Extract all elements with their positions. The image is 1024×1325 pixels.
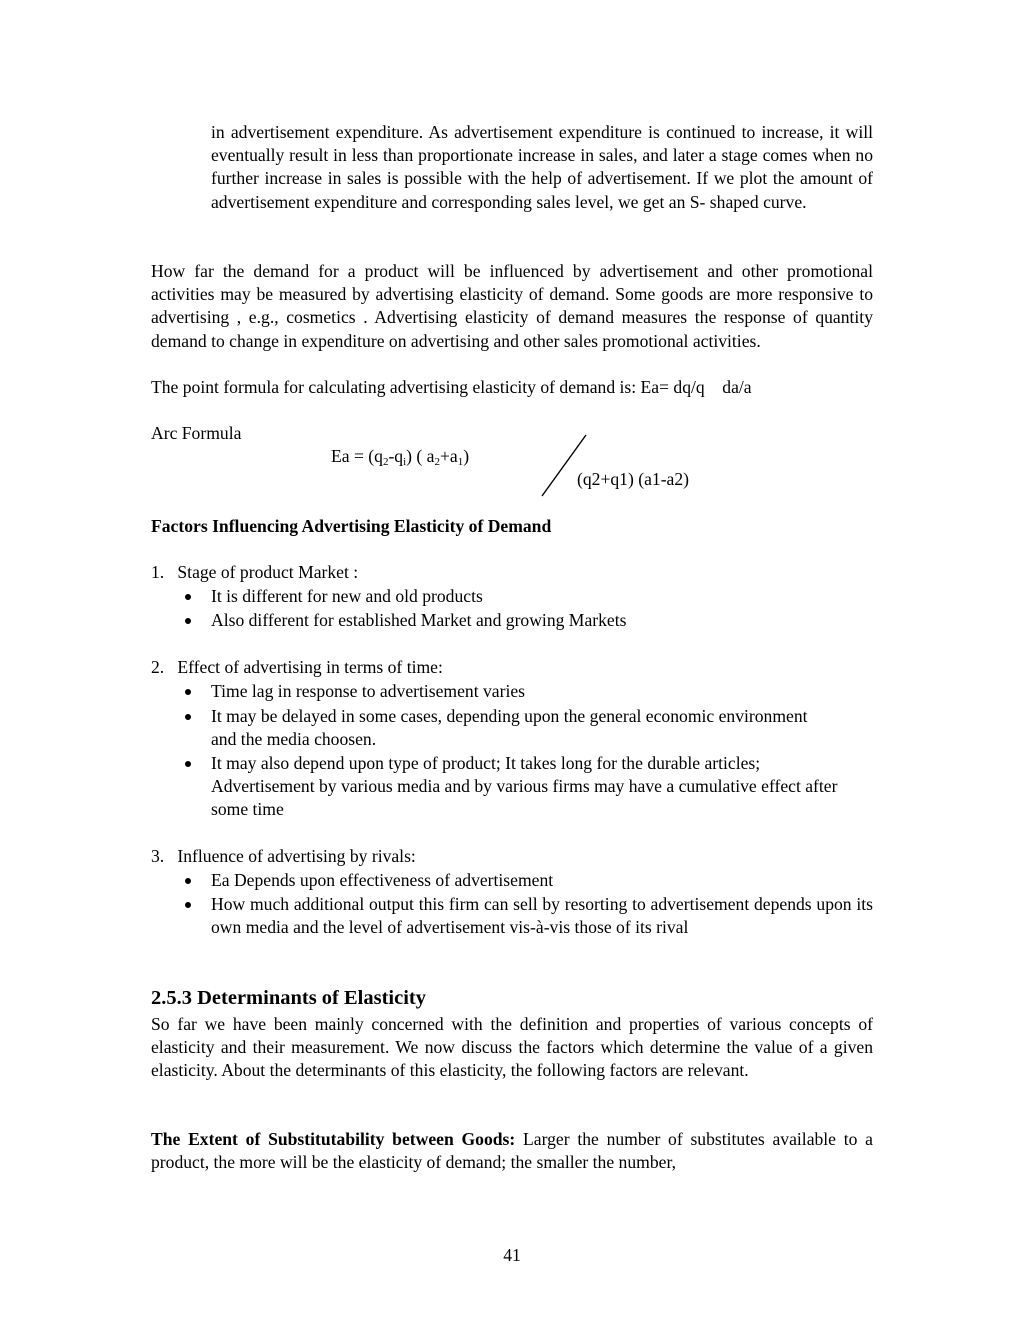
- demand-paragraph: [151, 260, 873, 353]
- bullet-icon: [185, 594, 191, 600]
- substitutability-text: [151, 1128, 873, 1174]
- arc-num-part: -q: [388, 446, 404, 466]
- point-formula-line: The point formula for calculating advertising elasticity of demand is: Ea= dq/q da/a: [151, 377, 752, 397]
- demand-paragraph-text: How far the demand for a product will be influenced by advertisement and other promotional activities may be measured by advertising elasticity of demand. Some goods are more responsive to advertising , e.g., cosmetics . Advertising elasticity of demand measures the response of quantity demand to change in expenditure on advertising and other sales promotional activities.: [151, 261, 873, 351]
- bullet-text: It may be delayed in some cases, depending upon the general economic environment and the media choosen.: [211, 706, 808, 750]
- list-item: [211, 752, 851, 822]
- list-item: [211, 893, 873, 939]
- list-item: [211, 680, 873, 703]
- factor-3-title: 3. Influence of advertising by rivals:: [151, 846, 416, 866]
- section-paragraph: [151, 1013, 873, 1083]
- substitutability-lead: The Extent of Substitutability between Goods:: [151, 1129, 516, 1149]
- bullet-text: Ea Depends upon effectiveness of advertisement: [211, 870, 554, 890]
- bullet-text: Time lag in response to advertisement varies: [211, 681, 526, 701]
- bullet-text: Also different for established Market and growing Markets: [211, 610, 627, 630]
- arc-num-sub: i: [403, 456, 407, 468]
- intro-paragraph-text: in advertisement expenditure. As advertisement expenditure is continued to increase, it will eventually result in less than proportionate increase in sales, and later a stage comes when no further increase in sales is possible with the help of advertisement. If we plot the amount of advertisement expenditure and corresponding sales level, we get an S- shaped curve.: [211, 122, 873, 212]
- bullet-icon: [185, 761, 191, 767]
- bullet-text: How much additional output this firm can sell by resorting to advertisement depends upon its own media and the level of advertisement vis-à-vis those of its rival: [211, 894, 873, 938]
- bullet-text: It is different for new and old products: [211, 586, 483, 606]
- bullet-icon: [185, 714, 191, 720]
- arc-num-part: Ea = (q: [331, 446, 383, 466]
- factors-heading: Factors Influencing Advertising Elasticity of Demand: [151, 516, 552, 536]
- bullet-icon: [185, 878, 191, 884]
- intro-paragraph: [211, 121, 873, 214]
- section-title: 2.5.3 Determinants of Elasticity: [151, 987, 426, 1009]
- arc-num-part: ) ( a: [406, 446, 435, 466]
- arc-num-sub: 2: [434, 456, 440, 468]
- list-item: [211, 869, 873, 892]
- factor-1-title: 1. Stage of product Market :: [151, 562, 359, 582]
- section-paragraph-text: So far we have been mainly concerned with the definition and properties of various concepts of elasticity and their measurement. We now discuss the factors which determine the value of a given elasticity. About the determinants of this elasticity, the following factors are relevant.: [151, 1014, 873, 1081]
- substitutability-body: Larger the number of substitutes available to a product, the more will be the elasticity of demand; the smaller the number,: [151, 1129, 873, 1173]
- bullet-icon: [185, 618, 191, 624]
- bullet-text: It may also depend upon type of product; It takes long for the durable articles; Advertisement by various media and by various firms may have a cumulative effect after some time: [211, 753, 838, 820]
- page-number: 41: [503, 1245, 521, 1265]
- arc-formula-numerator: [331, 445, 469, 468]
- arc-formula-denominator: (q2+q1) (a1-a2): [577, 469, 690, 489]
- substitutability-paragraph: [151, 1128, 873, 1174]
- arc-num-part: +a: [439, 446, 458, 466]
- arc-num-sub: 2: [382, 456, 389, 468]
- factor-2-title: 2. Effect of advertising in terms of time:: [151, 657, 443, 677]
- arc-num-part: ): [463, 446, 470, 466]
- bullet-icon: [185, 902, 191, 908]
- list-item: [211, 585, 873, 608]
- arc-num-sub: 1: [457, 456, 464, 468]
- list-item: [211, 705, 811, 751]
- arc-formula-label: Arc Formula: [151, 423, 242, 443]
- bullet-icon: [185, 689, 191, 695]
- list-item: [211, 609, 873, 632]
